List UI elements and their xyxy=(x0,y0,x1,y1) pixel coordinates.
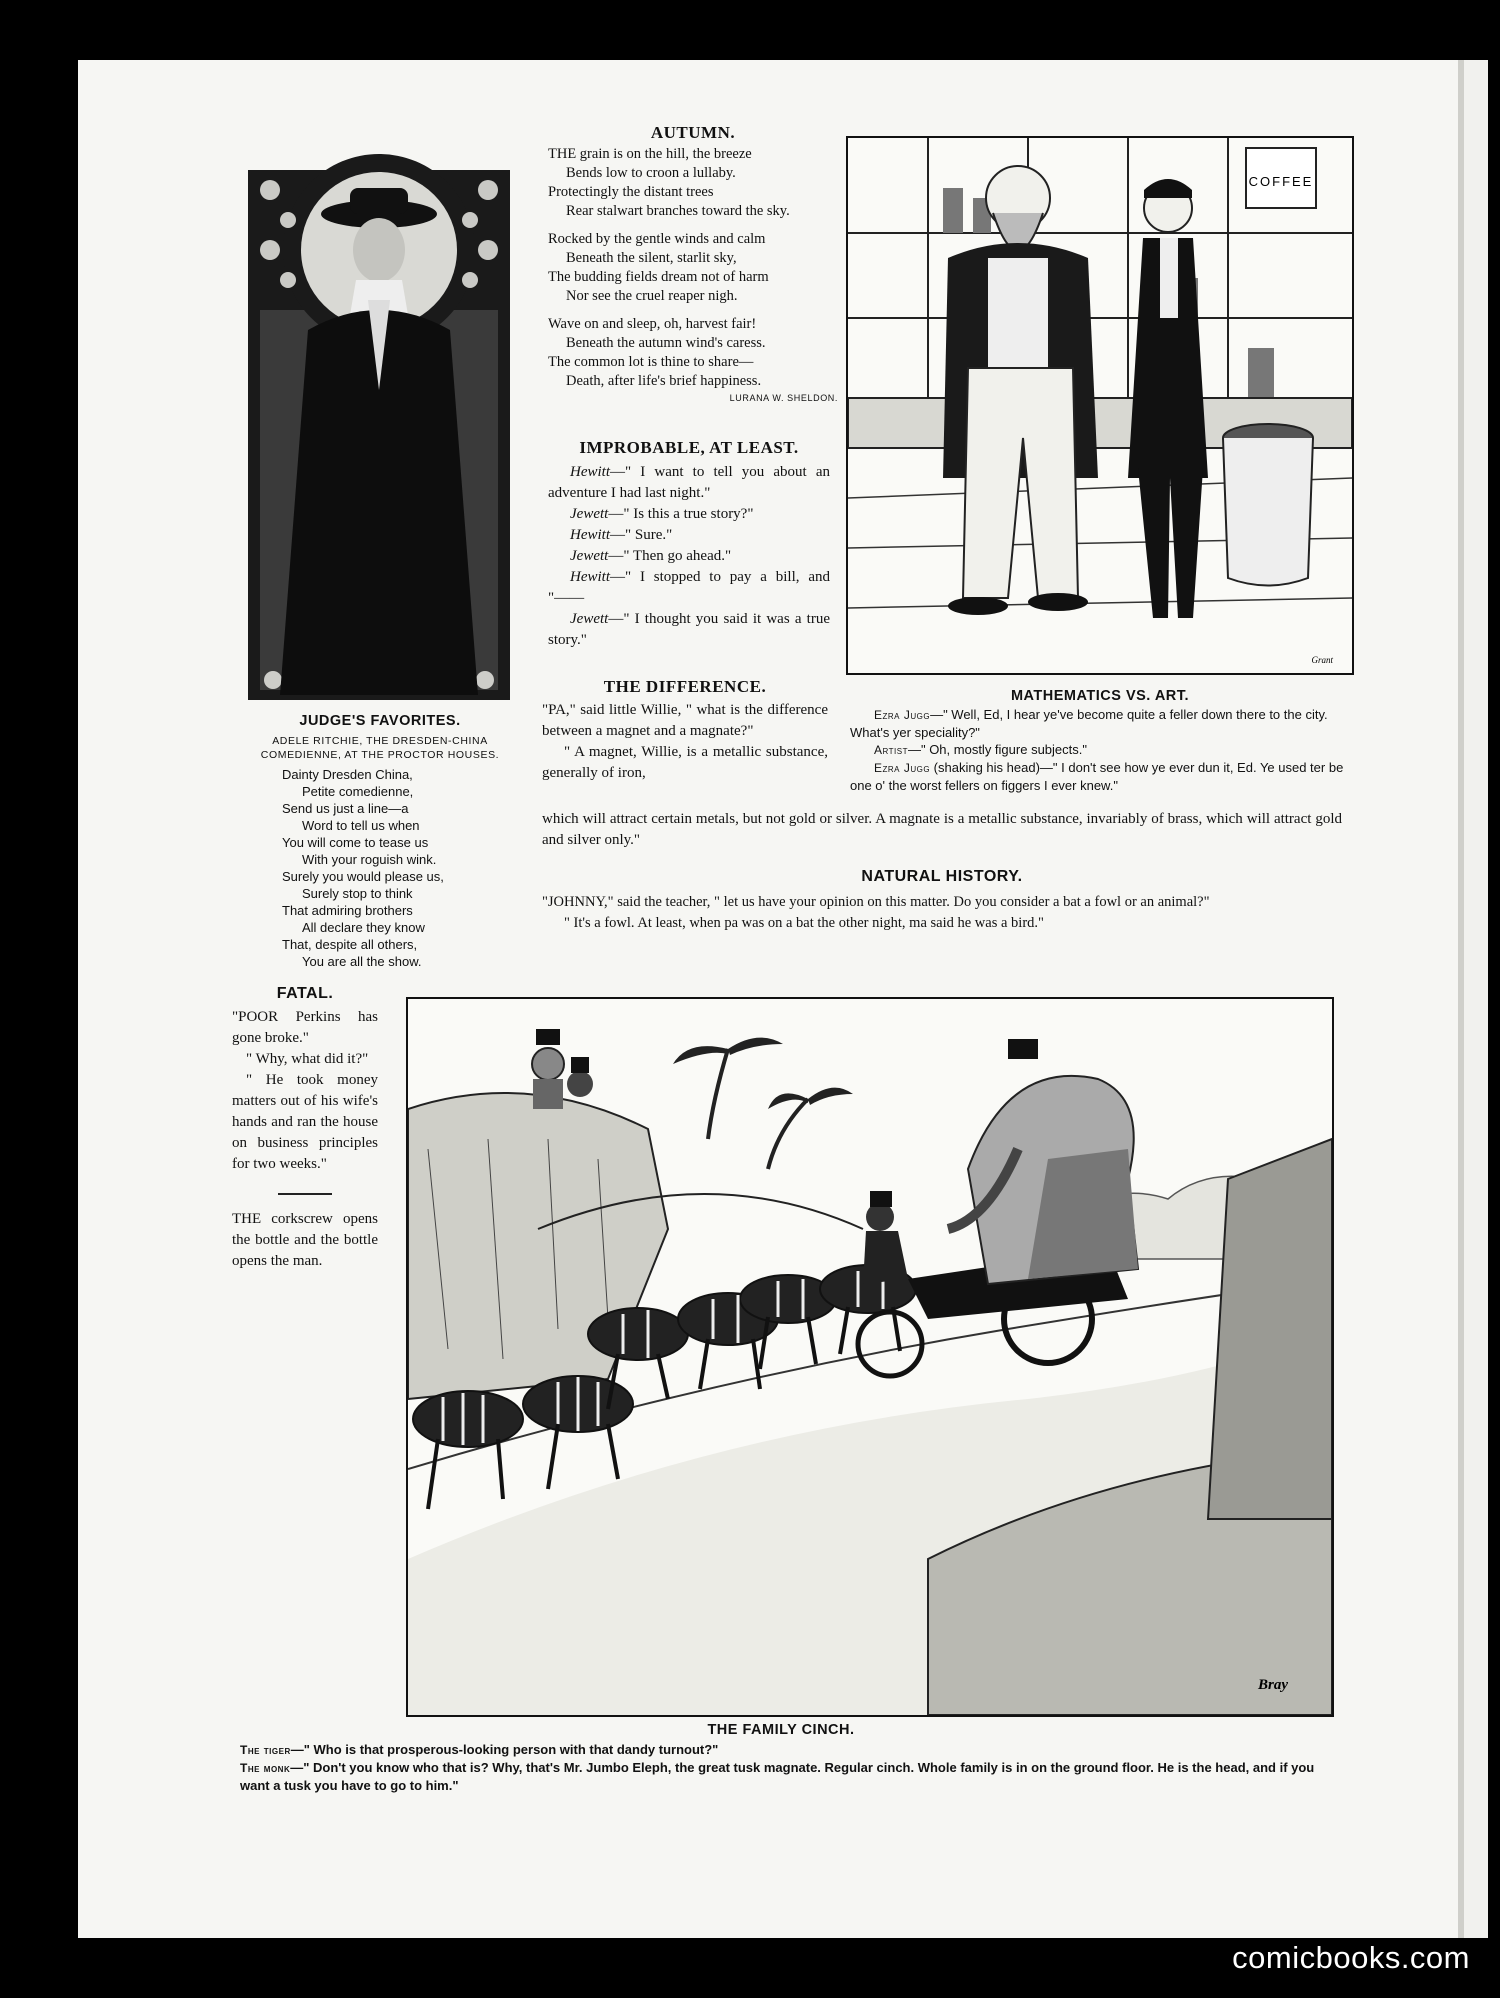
difference-para1: "PA," said little Willie, " what is the difference between a magnet and a magnate?" xyxy=(542,702,828,739)
autumn-line: Bends low to croon a lullaby. xyxy=(566,165,736,181)
cinch-line2 xyxy=(240,1759,1322,1794)
math-art-signature: Grant xyxy=(1311,655,1333,665)
portrait-verse-line: Word to tell us when xyxy=(302,818,420,833)
autumn-title: AUTUMN. xyxy=(650,123,736,142)
portrait-title: JUDGE'S FAVORITES. xyxy=(299,713,461,729)
improbable-speaker: Jewett xyxy=(570,506,609,522)
math-art-line xyxy=(850,706,1350,741)
autumn-line: Beneath the silent, starlit sky, xyxy=(566,250,737,266)
cinch-title: THE FAMILY CINCH. xyxy=(707,1722,855,1738)
portrait-verse-line: Petite comedienne, xyxy=(302,784,414,799)
autumn-line: Rear stalwart branches toward the sky. xyxy=(566,203,790,219)
improbable-line xyxy=(548,567,830,609)
autumn-line: THE grain is on the hill, the breeze xyxy=(548,146,752,162)
math-art-caption xyxy=(850,688,1350,794)
difference-title: THE DIFFERENCE. xyxy=(603,677,767,696)
portrait-verse-line: That, despite all others, xyxy=(282,937,418,952)
difference-body xyxy=(542,700,828,784)
portrait-verse-line: You are all the show. xyxy=(302,954,422,969)
cinch-line1 xyxy=(240,1741,1322,1759)
autumn-line: Wave on and sleep, oh, harvest fair! xyxy=(548,316,757,332)
math-art-speaker: Artist xyxy=(874,743,908,757)
improbable-line xyxy=(548,462,830,504)
monk-line: —" Don't you know who that is? Why, that's Mr. Jumbo Eleph, the great tusk magnate. Regular cinch. Whole family is in on the ground floor. He is the head, and if you want a tusk you have to go to him." xyxy=(240,1760,1315,1793)
fatal-para2: " Why, what did it?" xyxy=(246,1051,369,1067)
autumn-stanza xyxy=(548,315,838,391)
improbable-title: IMPROBABLE, AT LEAST. xyxy=(579,438,799,457)
improbable-line xyxy=(548,525,830,546)
autumn-line: Death, after life's brief happiness. xyxy=(566,373,762,389)
autumn-stanza xyxy=(548,230,838,306)
improbable-speaker: Hewitt xyxy=(570,464,610,480)
math-art-text: —" Oh, mostly figure subjects." xyxy=(907,742,1087,757)
portrait-subtitle: ADELE RITCHIE, THE DRESDEN-CHINA COMEDIENNE, AT THE PROCTOR HOUSES. xyxy=(260,735,500,761)
improbable-text: —" Is this a true story?" xyxy=(608,506,754,522)
natural-history-title: NATURAL HISTORY. xyxy=(861,868,1023,885)
autumn-stanza xyxy=(548,145,838,221)
math-art-speaker: Ezra Jugg xyxy=(874,761,931,775)
math-art-text: —" Well, Ed, I hear ye've become quite a feller down there to the city. What's yer speciality?" xyxy=(850,707,1328,740)
portrait-caption xyxy=(230,713,530,970)
autumn-line: Nor see the cruel reaper nigh. xyxy=(566,288,738,304)
portrait-verse-line: You will come to tease us xyxy=(282,835,429,850)
fatal-para1: "POOR Perkins has gone broke." xyxy=(232,1009,378,1046)
family-cinch-illustration xyxy=(406,997,1334,1717)
fatal-para4: THE corkscrew opens the bottle and the bottle opens the man. xyxy=(232,1211,378,1269)
autumn-line: The common lot is thine to share— xyxy=(548,354,754,370)
watermark: comicbooks.com xyxy=(1232,1940,1470,1975)
portrait-verse-line: Send us just a line—a xyxy=(282,801,409,816)
fatal-article xyxy=(232,985,378,1272)
autumn-line: The budding fields dream not of harm xyxy=(548,269,769,285)
cinch-dialogue xyxy=(240,1741,1322,1794)
autumn-line: Rocked by the gentle winds and calm xyxy=(548,231,766,247)
autumn-line: Protectingly the distant trees xyxy=(548,184,714,200)
fatal-body xyxy=(232,1007,378,1175)
coffee-sign: COFFEE xyxy=(1248,174,1314,189)
math-vs-art-illustration xyxy=(846,136,1354,675)
portrait-verse-line: Surely you would please us, xyxy=(282,869,444,884)
improbable-text: —" Then go ahead." xyxy=(608,548,732,564)
improbable-text: —" I thought you said it was a true story." xyxy=(548,611,830,648)
improbable-speaker: Hewitt xyxy=(570,569,610,585)
portrait-illustration xyxy=(248,140,510,700)
autumn-author: LURANA W. SHELDON. xyxy=(729,393,838,403)
difference-article xyxy=(542,677,828,784)
natural-history-para2: " It's a fowl. At least, when pa was on a bat the other night, ma said he was a bird." xyxy=(564,915,1044,931)
portrait-verse-line: All declare they know xyxy=(302,920,425,935)
portrait-verse xyxy=(230,766,530,970)
next-page-edge xyxy=(1464,60,1488,1938)
improbable-dialogue xyxy=(548,462,830,651)
improbable-line xyxy=(548,504,830,525)
math-art-dialogue xyxy=(850,706,1350,794)
portrait-verse-line: With your roguish wink. xyxy=(302,852,437,867)
math-art-title: MATHEMATICS VS. ART. xyxy=(1010,688,1190,704)
autumn-poem xyxy=(548,123,838,403)
natural-history-para1: "JOHNNY," said the teacher, " let us have your opinion on this matter. Do you consider a bat a fowl or an animal?" xyxy=(542,894,1210,910)
natural-history-body xyxy=(542,892,1342,934)
improbable-line xyxy=(548,546,830,567)
improbable-text: —" I want to tell you about an adventure I had last night." xyxy=(548,464,830,501)
math-art-text: (shaking his head)—" I don't see how ye ever dun it, Ed. Ye used ter be one o' the worst fellers on figgers I ever knew." xyxy=(850,760,1344,793)
fatal-title: FATAL. xyxy=(276,985,334,1002)
improbable-text: —" Sure." xyxy=(610,527,673,543)
improbable-article xyxy=(548,438,830,651)
tiger-line: —" Who is that prosperous-looking person with that dandy turnout?" xyxy=(290,1742,719,1757)
portrait-verse-line: Surely stop to think xyxy=(302,886,413,901)
math-art-speaker: Ezra Jugg xyxy=(874,708,931,722)
divider-rule xyxy=(278,1193,332,1195)
portrait-verse-line: Dainty Dresden China, xyxy=(282,767,413,782)
autumn-stanzas xyxy=(548,145,838,391)
cinch-signature: Bray xyxy=(1258,1677,1288,1693)
improbable-text: —" I stopped to pay a bill, and "—— xyxy=(548,569,830,606)
natural-history-article xyxy=(542,868,1342,934)
improbable-speaker: Jewett xyxy=(570,548,609,564)
portrait-verse-line: That admiring brothers xyxy=(282,903,413,918)
difference-para2-end: which will attract certain metals, but not gold or silver. A magnate is a metallic substance, invariably of brass, which will attract gold and silver only." xyxy=(542,811,1342,848)
improbable-speaker: Hewitt xyxy=(570,527,610,543)
math-art-line xyxy=(850,759,1350,794)
monk-speaker: The monk xyxy=(240,1761,291,1775)
improbable-line xyxy=(548,609,830,651)
math-art-line xyxy=(850,741,1350,759)
autumn-line: Beneath the autumn wind's caress. xyxy=(566,335,766,351)
difference-para2-start: " A magnet, Willie, is a metallic substance, generally of iron, xyxy=(542,744,828,781)
fatal-para3: " He took money matters out of his wife's hands and ran the house on business principles for two weeks." xyxy=(232,1072,378,1172)
tiger-speaker: The tiger xyxy=(240,1743,291,1757)
improbable-speaker: Jewett xyxy=(570,611,609,627)
family-cinch-caption xyxy=(240,1722,1322,1794)
